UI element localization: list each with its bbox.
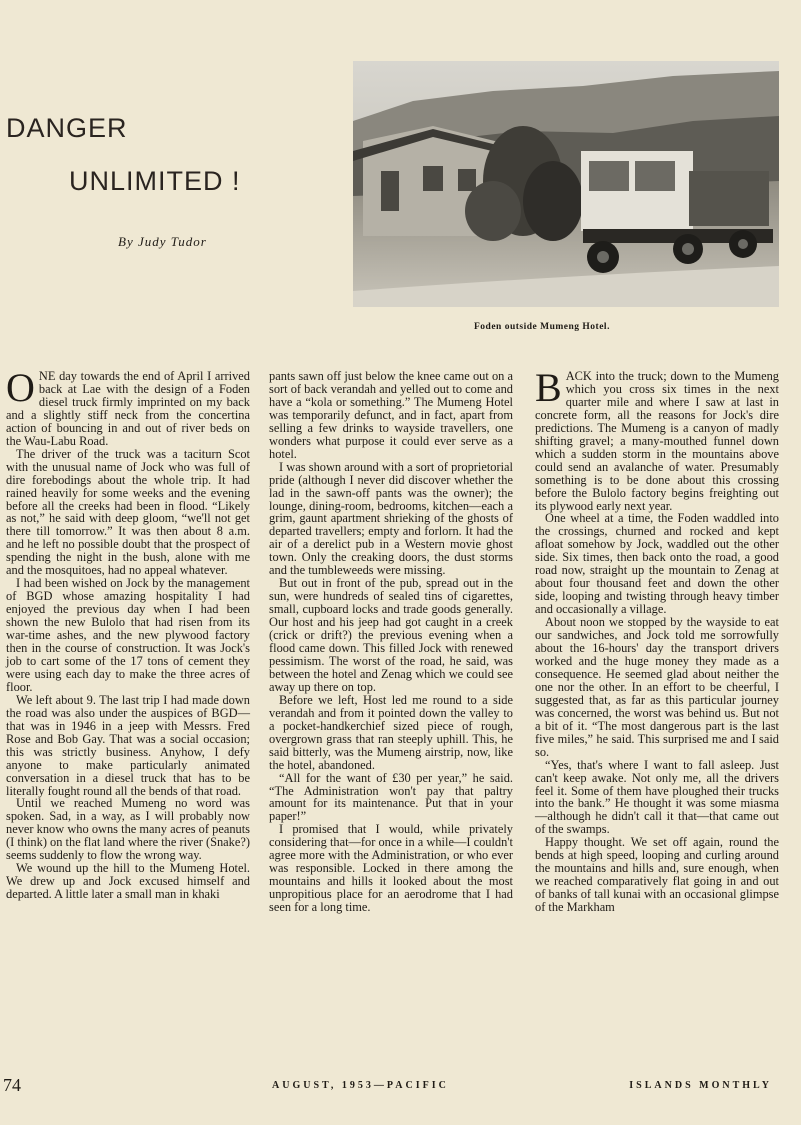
paragraph: Happy thought. We set off again, round the bends at high speed, looping and curling around the mountains and hills and, sure enough, when we reached comparatively flat going in and out of banks of tall kunai with an occasional glimpse of the Markham bbox=[535, 835, 779, 915]
paragraph-text: NE day towards the end of April I arrived back at Lae with the design of a Foden diesel truck firmly imprinted on my back and a slightly stiff neck from the concertina action of bouncing in and out of river beds on the Wau-Labu Road. bbox=[6, 369, 250, 448]
paragraph bbox=[6, 365, 250, 448]
paragraph: pants sawn off just below the knee came out on a sort of back verandah and yelled out to come and have a “kola or something.” The Mumeng Hotel was temporarily defunct, and in fact, apart from selling a few drinks to wayside travellers, one wonders what purpose it could ever serve as a hotel. bbox=[269, 369, 513, 461]
photo-caption: Foden outside Mumeng Hotel. bbox=[474, 322, 610, 332]
title-line-1: DANGER bbox=[6, 113, 128, 143]
column-3 bbox=[535, 365, 779, 915]
paragraph: “Yes, that's where I want to fall asleep. Just can't keep awake. Not only me, all the drivers feel it. Some of them have ploughed their trucks into the bank.” He thought it was some miasma—although he didn't call it that—that came out of the swamps. bbox=[535, 757, 779, 837]
paragraph: I promised that I would, while privately considering that—for once in a while—I couldn't agree more with the Administration, or who ever was responsible. Locked in there among the mountains and hills it looked about the most unpropitious place for an aerodrome that I had seen for a long time. bbox=[269, 822, 513, 915]
column-2 bbox=[269, 370, 513, 914]
title-line-2: UNLIMITED ! bbox=[69, 166, 241, 196]
column-1 bbox=[6, 365, 250, 902]
running-footer-left: AUGUST, 1953—PACIFIC bbox=[272, 1080, 449, 1091]
paragraph: Until we reached Mumeng no word was spoken. Sad, in a way, as I will probably now never know who owns the many acres of peanuts (I think) on the flat land where the river (Snake?) seems suddenly to flow the wrong way. bbox=[6, 796, 250, 863]
paragraph: I had been wished on Jock by the management of BGD whose amazing hospitality I had enjoyed the previous day when I had been shown the new Bulolo that had risen from its war-time ashes, and the new plywood factory then in the course of construction. It was Jock's job to cart some of the 17 tons of cement they were using each day to make the three acres of floor. bbox=[6, 576, 250, 694]
paragraph: One wheel at a time, the Foden waddled into the crossings, churned and rocked and kept afloat somehow by Jock, waddled out the other side. Six times, then back onto the road, a good road now, straight up the mountain to Zenag at about four thousand feet and down the other side, looping and twisting through heavy timber and occasionally a village. bbox=[535, 511, 779, 617]
truck-photo-image bbox=[353, 61, 779, 307]
paragraph-text: ACK into the truck; down to the Mumeng which you cross six times in the next quarter mile and where I saw at last in concrete form, all the reasons for Jock's dire predictions. The Mumeng is a canyon of madly shifting gravel; a many-mouthed funnel down which a sudden storm in the mountains above could send an avalanche of water. Presumably something is to be done about this crossing before the Bulolo factory begins freighting out its plywood early next year. bbox=[535, 369, 779, 513]
paragraph: We wound up the hill to the Mumeng Hotel. We drew up and Jock excused himself and departed. A little later a small man in khaki bbox=[6, 861, 250, 902]
paragraph: I was shown around with a sort of proprietorial pride (although I never did discover whether the lad in the sawn-off pants was the owner); the lounge, dining-room, bedrooms, kitchen—each a grim, gaunt apartment shrieking of the ghosts of departed travellers; empty and forlorn. It had the air of a derelict pub in a Western movie ghost town. Only the creaking doors, the dust storms and the tumbleweeds were missing. bbox=[269, 459, 513, 578]
truck-photo bbox=[353, 61, 779, 307]
page-footer bbox=[0, 1075, 801, 1099]
paragraph: Before we left, Host led me round to a side verandah and from it pointed down the valley to a pocket-handkerchief sized piece of rough, overgrown grass that ran steeply uphill. This, he said bitterly, was the Mumeng airstrip, now, like the hotel, abandoned. bbox=[269, 692, 513, 772]
byline: By Judy Tudor bbox=[118, 234, 207, 249]
paragraph: About noon we stopped by the wayside to eat our sandwiches, and Jock told me sorrowfully about the 16-hours' day the transport drivers worked and the huge money they made as a consequence. He seemed glad about neither the one nor the other. In an effort to be cheerful, I suggested that, as far as this particular journey was concerned, the worst was behind us. But not a bit of it. “The most dangerous part is the last five miles,” he said. This surprised me and I said so. bbox=[535, 615, 779, 759]
page-number: 74 bbox=[3, 1075, 21, 1095]
paragraph: But out in front of the pub, spread out in the sun, were hundreds of sealed tins of cigarettes, small, cupboard locks and trade goods generally. Our host and his jeep had got caught in a creek (crick or drift?) the previous evening when a flood came down. This filled Jock with renewed pessimism. The worst of the road, he said, was between the hotel and Zenag which we could see away up there on top. bbox=[269, 576, 513, 694]
paragraph: The driver of the truck was a taciturn Scot with the unusual name of Jock who was full of dire forebodings about the whole trip. It had rained heavily for some weeks and the evening before all the creeks had been in flood. “Likely as not,” he said with deep gloom, “we'll not get there till tomorrow.” It was then about 8 a.m. and he left no possible doubt that the prospect of spending the night in the bush, alone with me and the mosquitoes, had no appeal whatever. bbox=[6, 446, 250, 578]
running-footer bbox=[272, 1080, 772, 1091]
drop-cap: O bbox=[6, 365, 35, 410]
paragraph: We left about 9. The last trip I had made down the road was also under the auspices of BGD—that was in 1946 in a jeep with Messrs. Fred Rose and Bob Gay. That was a social occasion; this was strictly business. Anyhow, I defy anyone to make particularly animated conversation in a diesel truck that has to be literally fought round all the bends of that road. bbox=[6, 692, 250, 798]
paragraph bbox=[535, 365, 779, 513]
running-footer-right: ISLANDS MONTHLY bbox=[629, 1080, 772, 1091]
drop-cap: B bbox=[535, 365, 562, 410]
paragraph: “All for the want of £30 per year,” he said. “The Administration won't pay that paltry amount for its maintenance. Put that in your paper!” bbox=[269, 770, 513, 824]
